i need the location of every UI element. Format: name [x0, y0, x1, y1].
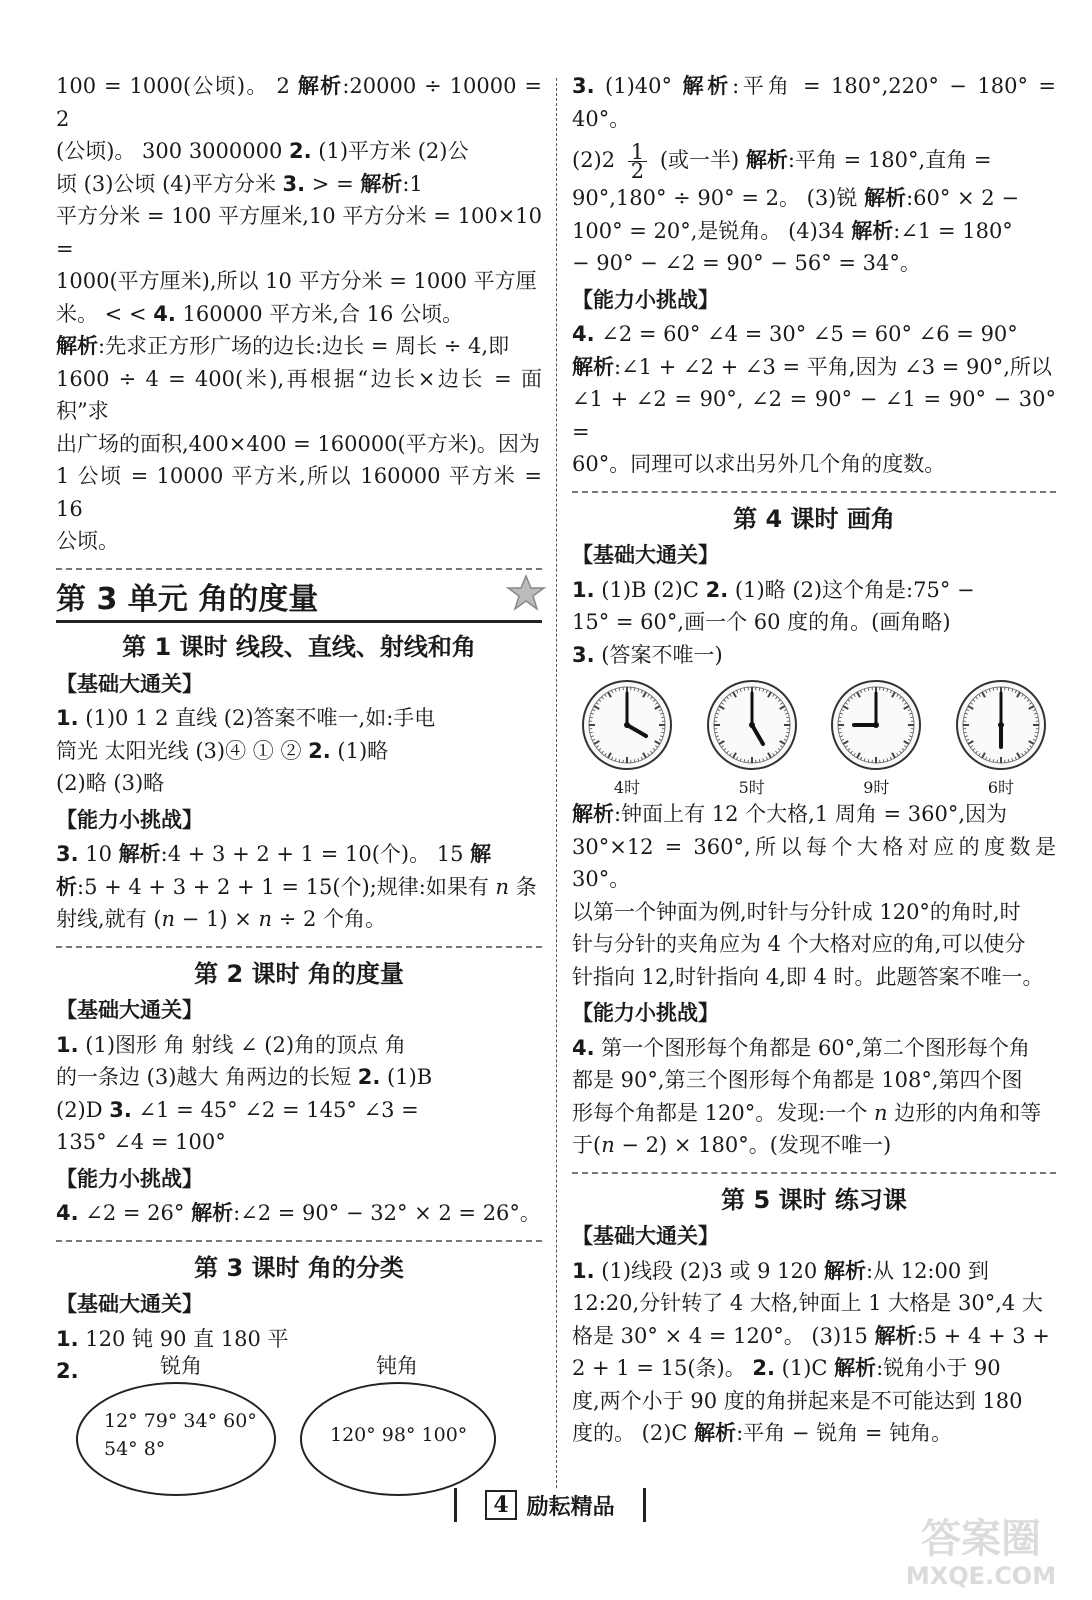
lesson1-basic-answers — [56, 702, 542, 800]
q3-part2-line: (2)2 $\frac{1}{2}$ (或一半) 解析:平角 = 180°,直角 = — [572, 140, 992, 183]
lesson2-challenge-answers — [56, 1197, 542, 1230]
text-line: 4. 第一个图形每个角都是 60°,第二个图形每个角 — [572, 1035, 1030, 1060]
column-divider — [556, 78, 557, 1488]
text-line: 3. 10 解析:4 + 3 + 2 + 1 = 10(个)。 15 解 — [56, 842, 492, 866]
lesson3-title: 第 3 课时 角的分类 — [194, 1253, 404, 1282]
acute-values-line1: 12° 79° 34° 60° — [104, 1409, 257, 1432]
text-line: 平方分米 = 100 平方厘米,10 平方分米 = 100×10 = — [56, 204, 542, 261]
text-line: 1. 120 钝 90 直 180 平 — [56, 1326, 289, 1351]
text-line: 1000(平方厘米),所以 10 平方分米 = 1000 平方厘 — [56, 269, 537, 293]
text-line: 公顷。 — [56, 529, 119, 553]
clock-icon — [702, 677, 802, 773]
lesson2-title: 第 2 课时 角的度量 — [194, 959, 404, 988]
lesson4-challenge-answers — [572, 1032, 1056, 1162]
clock-face — [821, 677, 931, 798]
clock-label: 4时 — [613, 778, 641, 797]
text-line: 格是 30° × 4 = 120°。 (3)15 解析:5 + 4 + 3 + — [572, 1323, 1050, 1348]
text-line: (公顷)。 300 3000000 2. (1)平方米 (2)公 — [56, 139, 469, 163]
clock-label: 6时 — [987, 778, 1015, 797]
text-line: 米。 < < 4. 160000 平方米,合 16 公顷。 — [56, 301, 464, 326]
challenge-tag: 【能力小挑战】 — [572, 1001, 719, 1025]
section-separator — [56, 568, 542, 570]
challenge-tag: 【能力小挑战】 — [572, 287, 719, 312]
text-line: − 90° − ∠2 = 90° − 56° = 34°。 — [572, 251, 921, 275]
text-line: 4. ∠2 = 26° 解析:∠2 = 90° − 32° × 2 = 26°。 — [56, 1201, 541, 1225]
brand-name: 励耘精品 — [526, 1494, 615, 1520]
text-line: 于(n − 2) × 180°。(发现不唯一) — [572, 1133, 892, 1157]
challenge-tag: 【能力小挑战】 — [56, 807, 203, 832]
text-line: 2 + 1 = 15(条)。 2. (1)C 解析:锐角小于 90 — [572, 1356, 1001, 1380]
watermark-url: MXQE.COM — [905, 1562, 1057, 1590]
text-line: 3. (答案不唯一) — [572, 642, 723, 667]
star-icon — [506, 574, 546, 612]
text-line: (2)略 (3)略 — [56, 771, 165, 795]
watermark-text: 答案圈 — [921, 1516, 1041, 1562]
text-line: 1. (1)B (2)C 2. (1)略 (2)这个角是:75° − — [572, 577, 975, 602]
watermark-logo — [896, 1508, 1066, 1590]
clock-face — [946, 677, 1056, 798]
text-line: 1600 ÷ 4 = 400(米),再根据“边长×边长 = 面积”求 — [56, 366, 542, 423]
basic-tag: 【基础大通关】 — [56, 1292, 203, 1316]
text-line: 60°。同理可以求出另外几个角的度数。 — [572, 452, 946, 476]
lesson5-basic-answers — [572, 1255, 1056, 1450]
acute-oval-title: 锐角 — [160, 1353, 202, 1378]
text-line: 析:5 + 4 + 3 + 2 + 1 = 15(个);规律:如果有 n 条 — [56, 874, 537, 899]
text-line: 以第一个钟面为例,时针与分针成 120°的角时,时 — [572, 899, 1021, 924]
clock-icon — [577, 677, 677, 773]
text-line: 筒光 太阳光线 (3)④ ① ② 2. (1)略 — [56, 738, 389, 763]
text-line: 射线,就有 (n − 1) × n ÷ 2 个角。 — [56, 907, 387, 931]
section-separator — [572, 491, 1056, 493]
q4-answers — [572, 318, 1056, 481]
obtuse-oval — [300, 1382, 496, 1496]
text-line: 形每个角都是 120°。发现:一个 n 边形的内角和等 — [572, 1100, 1042, 1125]
text-line: 100 = 1000(公顷)。 2 解析:20000 ÷ 10000 = 2 — [56, 74, 543, 131]
section-separator — [56, 1240, 542, 1242]
lesson5-title: 第 5 课时 练习课 — [721, 1185, 907, 1214]
left-column — [56, 70, 542, 1508]
page-footer — [454, 1488, 646, 1522]
unit-title: 第 3 单元 角的度量 — [56, 584, 542, 624]
lesson3-basic-answers — [56, 1323, 542, 1388]
text-line: 90°,180° ÷ 90° = 2。 (3)锐 解析:60° × 2 − — [572, 186, 1019, 210]
basic-tag: 【基础大通关】 — [572, 543, 719, 567]
obtuse-oval-title: 钝角 — [376, 1353, 418, 1378]
text-line: 针与分针的夹角应为 4 个大格对应的角,可以使分 — [572, 932, 1026, 956]
lesson4-basic-answers — [572, 574, 1056, 672]
clock-faces — [572, 677, 1056, 798]
obtuse-values-line1: 120° 98° 100° — [330, 1423, 468, 1446]
lesson1-title: 第 1 课时 线段、直线、射线和角 — [122, 633, 476, 661]
text-line: ∠1 + ∠2 = 90°, ∠2 = 90° − ∠1 = 90° − 30° = — [572, 387, 1056, 444]
acute-oval — [76, 1382, 276, 1496]
text-line: 3. (1)40° 解析:平角 = 180°,220° − 180° = 40°。 — [572, 74, 1056, 131]
text-line: 1. (1)0 1 2 直线 (2)答案不唯一,如:手电 — [56, 706, 436, 730]
clock-icon — [951, 677, 1051, 773]
acute-values-line2: 54° 8° — [104, 1437, 166, 1460]
clock-label: 5时 — [738, 778, 765, 797]
right-column — [572, 70, 1056, 1450]
text-line: 针指向 12,时针指向 4,即 4 时。此题答案不唯一。 — [572, 964, 1044, 989]
challenge-tag: 【能力小挑战】 — [56, 1166, 203, 1191]
basic-tag: 【基础大通关】 — [56, 671, 203, 696]
text-line: 100° = 20°,是锐角。 (4)34 解析:∠1 = 180° — [572, 218, 1013, 243]
page-number: 4 — [485, 1490, 516, 1520]
text-line: 解析:先求正方形广场的边长:边长 = 周长 ÷ 4,即 — [56, 334, 510, 358]
text-line: 12:20,分针转了 4 大格,钟面上 1 大格是 30°,4 大 — [572, 1291, 1043, 1315]
clock-face — [572, 677, 682, 798]
text-line: 出广场的面积,400×400 = 160000(平方米)。因为 — [56, 431, 540, 456]
text-line: 2. — [56, 1359, 79, 1383]
q3-rest — [572, 182, 1056, 280]
q3-part1 — [572, 70, 1056, 135]
text-line: 30°×12 = 360°,所以每个大格对应的度数是 30°。 — [572, 834, 1056, 891]
unit2-answers-continued — [56, 70, 542, 558]
text-line: 1. (1)线段 (2)3 或 9 120 解析:从 12:00 到 — [572, 1258, 989, 1283]
basic-tag: 【基础大通关】 — [572, 1224, 719, 1248]
text-line: 的一条边 (3)越大 角两边的长短 2. (1)B — [56, 1065, 433, 1089]
lesson1-challenge-answers — [56, 838, 542, 936]
clock-face — [697, 677, 807, 798]
lesson2-basic-answers — [56, 1029, 542, 1159]
text-line: 1. (1)图形 角 射线 ∠ (2)角的顶点 角 — [56, 1032, 406, 1057]
section-separator — [572, 1172, 1056, 1174]
clock-icon — [826, 677, 926, 773]
text-line: (2)D 3. ∠1 = 45° ∠2 = 145° ∠3 = — [56, 1097, 419, 1122]
text-line: 解析:∠1 + ∠2 + ∠3 = 平角,因为 ∠3 = 90°,所以 — [572, 354, 1052, 379]
section-separator — [56, 946, 542, 948]
text-line: 度,两个小于 90 度的角拼起来是不可能达到 180 — [572, 1388, 1023, 1413]
text-line: 都是 90°,第三个图形每个角都是 108°,第四个图 — [572, 1068, 1023, 1092]
lesson4-title: 第 4 课时 画角 — [733, 504, 895, 533]
text-line: 顷 (3)公顷 (4)平方分米 3. > = 解析:1 — [56, 171, 423, 196]
text-line: 1 公顷 = 10000 平方米,所以 160000 平方米 = 16 — [56, 464, 542, 521]
text-line: 解析:钟面上有 12 个大格,1 周角 = 360°,因为 — [572, 802, 1008, 826]
lesson4-analysis — [572, 798, 1056, 993]
basic-tag: 【基础大通关】 — [56, 998, 203, 1022]
text-line: 4. ∠2 = 60° ∠4 = 30° ∠5 = 60° ∠6 = 90° — [572, 322, 1018, 346]
fraction-one-half: $\frac{1}{2}$ — [628, 143, 647, 180]
text-line: 15° = 60°,画一个 60 度的角。(画角略) — [572, 610, 951, 634]
text-line: 135° ∠4 = 100° — [56, 1130, 226, 1154]
clock-label: 9时 — [863, 778, 890, 797]
text-line: 度的。 (2)C 解析:平角 − 锐角 = 钝角。 — [572, 1421, 953, 1445]
